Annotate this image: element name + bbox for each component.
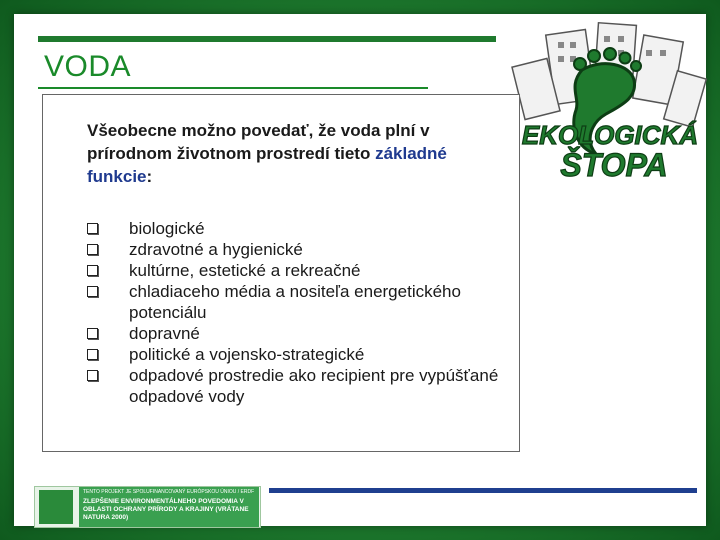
intro-main: Všeobecne možno povedať, že voda plní v prírodnom životnom prostredí tieto [87, 121, 430, 163]
checkbox-bullet-icon [87, 286, 98, 297]
list-item: zdravotné a hygienické [87, 239, 507, 260]
checkbox-bullet-icon [87, 265, 98, 276]
logo-line2: ŠTOPA [560, 147, 668, 183]
natura-logo-icon [39, 490, 73, 524]
checkbox-bullet-icon [87, 244, 98, 255]
intro-text [87, 119, 507, 188]
intro-end: : [146, 167, 153, 186]
footer-project-logo [34, 486, 261, 528]
functions-list [87, 218, 507, 407]
logo-line1: EKOLOGICKÁ [521, 120, 699, 150]
list-item: odpadové prostredie ako recipient pre vypúšťané odpadové vody [87, 365, 507, 407]
footer-main-text: ZLEPŠENIE ENVIRONMENTÁLNEHO POVEDOMIA V OBLASTI OCHRANY PRÍRODY A KRAJINY (VRÁTANE NATURA 2000) [83, 498, 249, 521]
ecological-footprint-logo [510, 14, 710, 204]
list-item: chladiaceho média a nositeľa energetického potenciálu [87, 281, 507, 323]
checkbox-bullet-icon [87, 223, 98, 234]
list-item: politické a vojensko-strategické [87, 344, 507, 365]
title-underline [38, 87, 428, 89]
top-rule [38, 36, 496, 42]
slide-title: VODA [44, 50, 132, 83]
checkbox-bullet-icon [87, 370, 98, 381]
checkbox-bullet-icon [87, 328, 98, 339]
intro-highlight: základné funkcie [87, 144, 447, 186]
slide [14, 14, 706, 526]
list-item: kultúrne, estetické a rekreačné [87, 260, 507, 281]
content-box [42, 94, 520, 452]
footer-small-text: TENTO PROJEKT JE SPOLUFINANCOVANÝ EURÓPSKOU ÚNIOU / ERDF [83, 489, 255, 495]
list-item: dopravné [87, 323, 507, 344]
list-item: biologické [87, 218, 507, 239]
checkbox-bullet-icon [87, 349, 98, 360]
footer-rule [269, 488, 697, 493]
